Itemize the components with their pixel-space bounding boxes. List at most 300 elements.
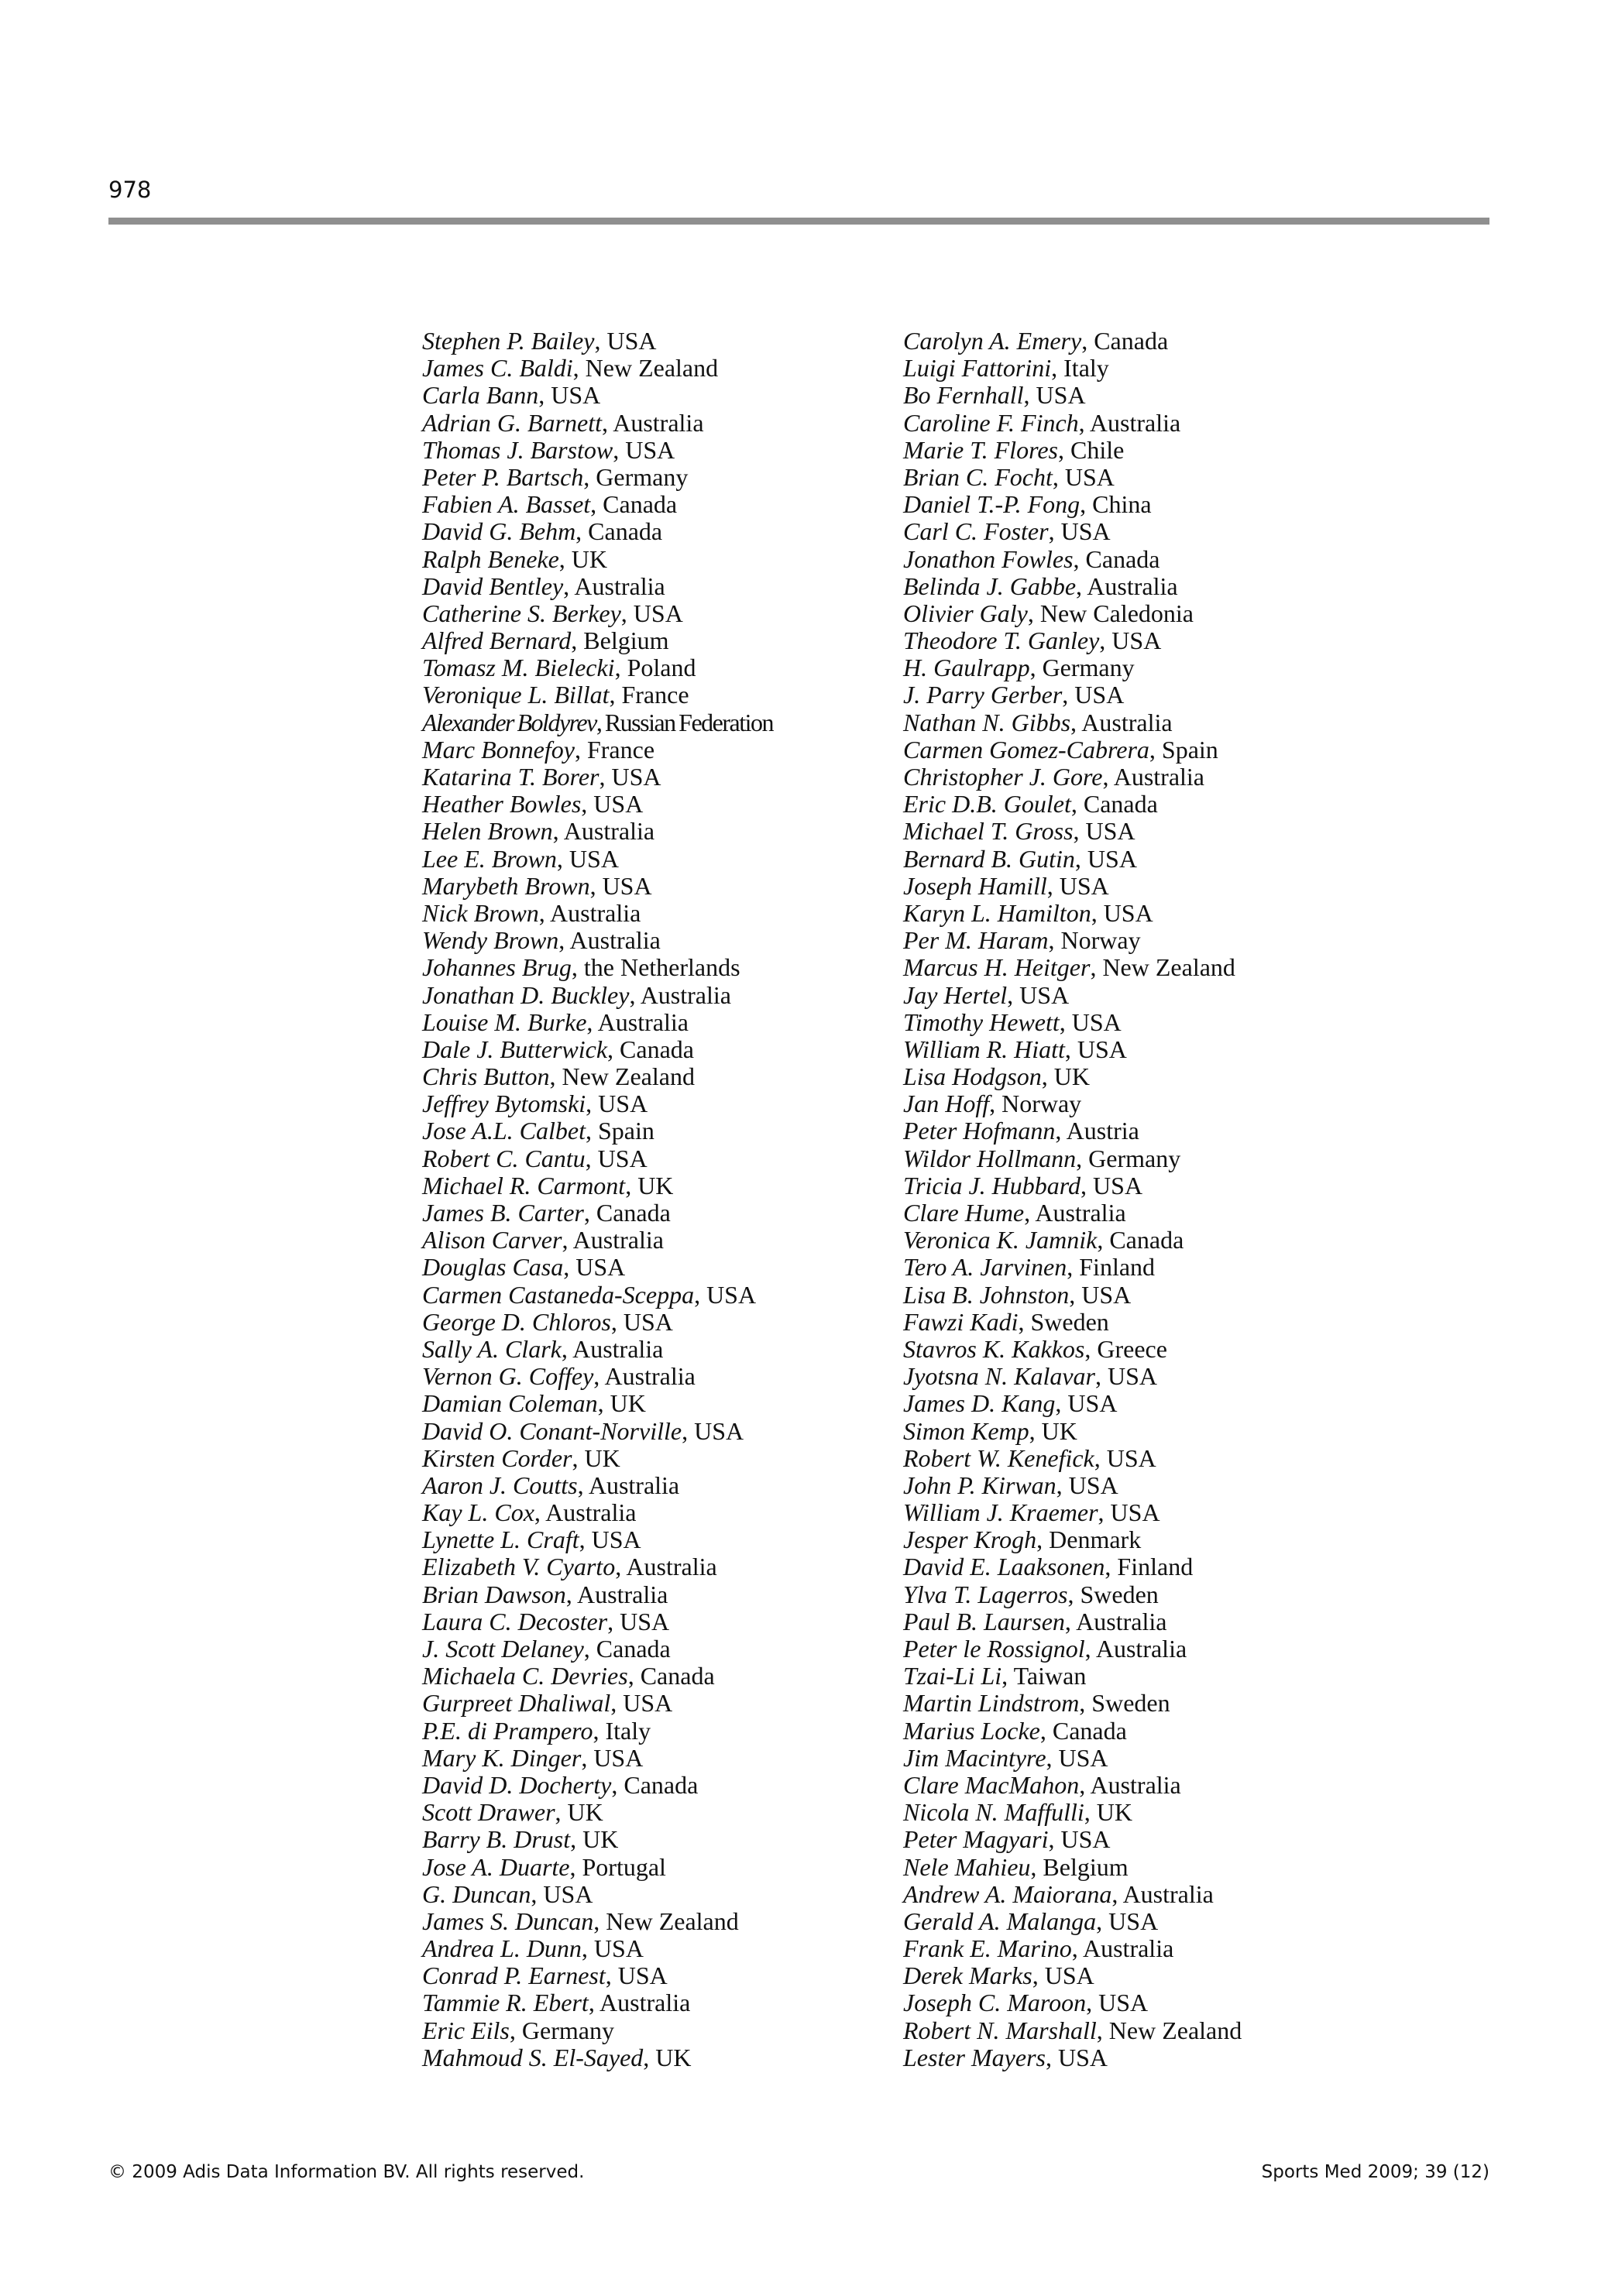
reviewer-name: David O. Conant-Norville bbox=[422, 1416, 682, 1445]
reviewer-country: USA bbox=[1060, 517, 1111, 546]
reviewer-entry: P.E. di Prampero, Italy bbox=[422, 1716, 651, 1745]
reviewer-name: James B. Carter bbox=[422, 1199, 584, 1227]
reviewer-country: USA bbox=[598, 1090, 648, 1118]
reviewer-name: Gurpreet Dhaliwal bbox=[422, 1689, 611, 1718]
reviewer-name: Thomas J. Barstow bbox=[422, 435, 613, 464]
reviewer-name: Kay L. Cox bbox=[422, 1498, 534, 1527]
reviewer-name: G. Duncan bbox=[422, 1879, 531, 1908]
reviewer-name: Karyn L. Hamilton bbox=[903, 898, 1091, 927]
reviewer-country: Canada bbox=[603, 490, 678, 519]
reviewer-entry: Jose A. Duarte, Portugal bbox=[422, 1852, 666, 1881]
reviewer-entry: Kirsten Corder, UK bbox=[422, 1443, 620, 1472]
reviewer-entry: Robert W. Kenefick, USA bbox=[903, 1443, 1156, 1472]
reviewer-name: Brian C. Focht bbox=[903, 462, 1053, 491]
reviewer-entry: Jim Macintyre, USA bbox=[903, 1743, 1108, 1772]
reviewer-name: Jim Macintyre bbox=[903, 1743, 1046, 1772]
reviewer-country: USA bbox=[623, 1307, 673, 1336]
reviewer-entry: Karyn L. Hamilton, USA bbox=[903, 898, 1153, 927]
reviewer-entry: Lisa B. Johnston, USA bbox=[903, 1280, 1132, 1309]
reviewer-country: Australia bbox=[597, 1007, 689, 1036]
reviewer-country: Italy bbox=[605, 1716, 651, 1745]
reviewer-country: Canada bbox=[1094, 327, 1169, 355]
reviewer-country: USA bbox=[606, 327, 657, 355]
reviewer-name: Jose A. Duarte bbox=[422, 1852, 570, 1881]
reviewer-name: Marie T. Flores bbox=[903, 435, 1058, 464]
reviewer-name: Lee E. Brown bbox=[422, 844, 557, 873]
reviewer-country: UK bbox=[582, 1825, 619, 1854]
reviewer-entry: Michael R. Carmont, UK bbox=[422, 1171, 674, 1199]
reviewer-entry: Alison Carver, Australia bbox=[422, 1226, 664, 1254]
reviewer-entry: Derek Marks, USA bbox=[903, 1961, 1094, 1990]
reviewer-country: Austria bbox=[1066, 1117, 1139, 1145]
reviewer-entry: Clare MacMahon, Australia bbox=[903, 1770, 1181, 1799]
reviewer-country: Canada bbox=[624, 1770, 699, 1799]
reviewer-name: H. Gaulrapp bbox=[903, 654, 1030, 682]
reviewer-country: USA bbox=[593, 1743, 644, 1772]
reviewer-country: UK bbox=[584, 1443, 620, 1472]
reviewer-name: Nicola N. Maffulli bbox=[903, 1798, 1084, 1827]
reviewer-country: New Zealand bbox=[585, 354, 719, 383]
reviewer-country: Finland bbox=[1117, 1553, 1194, 1581]
reviewer-entry: Vernon G. Coffey, Australia bbox=[422, 1362, 696, 1391]
reviewer-entry: David G. Behm, Canada bbox=[422, 517, 663, 546]
reviewer-entry: Veronica K. Jamnik, Canada bbox=[903, 1226, 1184, 1254]
reviewer-entry: Luigi Fattorini, Italy bbox=[903, 354, 1109, 383]
reviewer-name: Caroline F. Finch bbox=[903, 408, 1079, 437]
reviewer-entry: Jose A.L. Calbet, Spain bbox=[422, 1117, 654, 1145]
reviewer-entry: Jeffrey Bytomski, USA bbox=[422, 1090, 648, 1118]
reviewer-name: Andrea L. Dunn bbox=[422, 1934, 582, 1963]
reviewer-name: Simon Kemp bbox=[903, 1416, 1029, 1445]
reviewer-country: Germany bbox=[521, 2016, 614, 2044]
reviewer-country: UK bbox=[1053, 1062, 1090, 1091]
reviewer-name: Olivier Galy bbox=[903, 599, 1028, 627]
reviewer-country: Portugal bbox=[582, 1852, 666, 1881]
reviewer-entry: Brian Dawson, Australia bbox=[422, 1580, 668, 1608]
reviewer-country: USA bbox=[1106, 1443, 1156, 1472]
reviewer-entry: David Bentley, Australia bbox=[422, 571, 665, 600]
reviewer-country: Australia bbox=[563, 817, 655, 846]
reviewer-name: Louise M. Burke bbox=[422, 1007, 587, 1036]
reviewer-country: Australia bbox=[572, 1334, 664, 1363]
reviewer-name: Wendy Brown bbox=[422, 926, 559, 955]
reviewer-country: Canada bbox=[1109, 1226, 1184, 1254]
reviewer-entry: Barry B. Drust, UK bbox=[422, 1825, 619, 1854]
reviewer-entry: Belinda J. Gabbe, Australia bbox=[903, 571, 1178, 600]
reviewer-country: Australia bbox=[1122, 1879, 1214, 1908]
reviewer-name: Mahmoud S. El-Sayed bbox=[422, 2043, 644, 2071]
reviewer-country: Greece bbox=[1097, 1334, 1167, 1363]
reviewer-country: USA bbox=[1071, 1007, 1122, 1036]
reviewer-country: Canada bbox=[640, 1662, 715, 1690]
reviewer-entry: Olivier Galy, New Caledonia bbox=[903, 599, 1194, 627]
reviewer-entry: Robert N. Marshall, New Zealand bbox=[903, 2016, 1242, 2044]
reviewer-entry: Carl C. Foster, USA bbox=[903, 517, 1111, 546]
reviewer-entry: Damian Coleman, UK bbox=[422, 1389, 646, 1418]
reviewer-country: Australia bbox=[1081, 708, 1173, 736]
reviewer-entry: Stavros K. Kakkos, Greece bbox=[903, 1334, 1167, 1363]
reviewer-name: Jay Hertel bbox=[903, 980, 1008, 1009]
reviewer-country: Taiwan bbox=[1013, 1662, 1087, 1690]
reviewer-country: Russian Federation bbox=[604, 708, 773, 736]
reviewer-country: USA bbox=[620, 1607, 670, 1635]
reviewer-name: Scott Drawer bbox=[422, 1798, 555, 1827]
reviewer-country: Canada bbox=[596, 1635, 671, 1663]
reviewer-country: USA bbox=[1087, 844, 1137, 873]
reviewer-name: Jan Hoff bbox=[903, 1090, 990, 1118]
reviewer-name: Adrian G. Barnett bbox=[422, 408, 602, 437]
reviewer-country: Belgium bbox=[583, 626, 669, 655]
reviewer-country: Australia bbox=[626, 1553, 717, 1581]
reviewer-country: USA bbox=[575, 1253, 626, 1282]
reviewer-entry: Daniel T.-P. Fong, China bbox=[903, 490, 1152, 519]
reviewer-country: USA bbox=[1074, 681, 1125, 709]
reviewer-entry: Lee E. Brown, USA bbox=[422, 844, 619, 873]
reviewer-country: USA bbox=[1067, 1389, 1118, 1418]
reviewer-entry: James B. Carter, Canada bbox=[422, 1199, 671, 1227]
reviewer-name: Theodore T. Ganley bbox=[903, 626, 1100, 655]
page-number: 978 bbox=[108, 177, 152, 203]
reviewer-entry: Per M. Haram, Norway bbox=[903, 926, 1141, 955]
reviewer-name: Lisa Hodgson bbox=[903, 1062, 1042, 1091]
reviewer-entry: Frank E. Marino, Australia bbox=[903, 1934, 1174, 1963]
reviewer-country: Australia bbox=[577, 1580, 668, 1608]
reviewer-entry: Johannes Brug, the Netherlands bbox=[422, 953, 740, 982]
reviewer-country: New Caledonia bbox=[1039, 599, 1194, 627]
reviewer-name: Carl C. Foster bbox=[903, 517, 1049, 546]
reviewer-list-left bbox=[422, 328, 773, 2071]
reviewer-entry: H. Gaulrapp, Germany bbox=[903, 654, 1135, 682]
reviewer-entry: Caroline F. Finch, Australia bbox=[903, 408, 1181, 437]
reviewer-entry: David D. Docherty, Canada bbox=[422, 1770, 699, 1799]
reviewer-name: Lynette L. Craft bbox=[422, 1526, 579, 1554]
reviewer-entry: Jyotsna N. Kalavar, USA bbox=[903, 1362, 1157, 1391]
reviewer-name: Marcus H. Heitger bbox=[903, 953, 1091, 982]
reviewer-name: David Bentley bbox=[422, 571, 564, 600]
reviewer-name: William R. Hiatt bbox=[903, 1035, 1065, 1063]
reviewer-country: Finland bbox=[1079, 1253, 1156, 1282]
header-rule bbox=[108, 218, 1489, 225]
reviewer-name: Bernard B. Gutin bbox=[903, 844, 1075, 873]
reviewer-country: Australia bbox=[1089, 408, 1181, 437]
reviewer-name: Johannes Brug bbox=[422, 953, 572, 982]
reviewer-country: USA bbox=[1019, 980, 1070, 1009]
reviewer-name: Marius Locke bbox=[903, 1716, 1040, 1745]
reviewer-name: Joseph C. Maroon bbox=[903, 1989, 1087, 2017]
reviewer-name: Stephen P. Bailey bbox=[422, 327, 595, 355]
reviewer-country: Germany bbox=[1088, 1144, 1181, 1172]
reviewer-country: USA bbox=[611, 763, 661, 791]
reviewer-name: Jesper Krogh bbox=[903, 1526, 1037, 1554]
reviewer-name: Laura C. Decoster bbox=[422, 1607, 608, 1635]
reviewer-name: Lisa B. Johnston bbox=[903, 1280, 1070, 1309]
reviewer-country: USA bbox=[1057, 2043, 1108, 2071]
reviewer-country: Spain bbox=[1161, 735, 1218, 764]
reviewer-country: Australia bbox=[640, 980, 731, 1009]
reviewer-name: Dale J. Butterwick bbox=[422, 1035, 608, 1063]
reviewer-entry: Andrew A. Maiorana, Australia bbox=[903, 1879, 1214, 1908]
reviewer-country: Canada bbox=[1085, 544, 1160, 573]
reviewer-name: Mary K. Dinger bbox=[422, 1743, 582, 1772]
reviewer-name: Tero A. Jarvinen bbox=[903, 1253, 1067, 1282]
reviewer-name: Belinda J. Gabbe bbox=[903, 571, 1077, 600]
reviewer-name: Heather Bowles bbox=[422, 790, 582, 819]
reviewer-entry: Theodore T. Ganley, USA bbox=[903, 626, 1162, 655]
reviewer-country: USA bbox=[1044, 1961, 1094, 1990]
reviewer-country: New Zealand bbox=[606, 1906, 739, 1935]
reviewer-country: New Zealand bbox=[562, 1062, 695, 1091]
reviewer-entry: Jay Hertel, USA bbox=[903, 980, 1070, 1009]
reviewer-country: Norway bbox=[1060, 926, 1141, 955]
reviewer-name: Bo Fernhall bbox=[903, 381, 1024, 410]
reviewer-country: USA bbox=[1064, 462, 1115, 491]
reviewer-entry: Christopher J. Gore, Australia bbox=[903, 763, 1204, 791]
reviewer-entry: Joseph Hamill, USA bbox=[903, 871, 1109, 900]
reviewer-entry: Simon Kemp, UK bbox=[903, 1416, 1077, 1445]
reviewer-entry: Tricia J. Hubbard, USA bbox=[903, 1171, 1143, 1199]
reviewer-country: France bbox=[586, 735, 655, 764]
reviewer-entry: Marius Locke, Canada bbox=[903, 1716, 1127, 1745]
reviewer-name: Paul B. Laursen bbox=[903, 1607, 1065, 1635]
reviewer-country: Australia bbox=[1087, 571, 1178, 600]
reviewer-entry: Michael T. Gross, USA bbox=[903, 817, 1135, 846]
reviewer-name: Nick Brown bbox=[422, 898, 539, 927]
reviewer-name: Damian Coleman bbox=[422, 1389, 598, 1418]
reviewer-country: USA bbox=[543, 1879, 593, 1908]
reviewer-country: USA bbox=[591, 1526, 641, 1554]
reviewer-name: Timothy Hewett bbox=[903, 1007, 1060, 1036]
reviewer-entry: David O. Conant-Norville, USA bbox=[422, 1416, 744, 1445]
reviewer-country: USA bbox=[1058, 1743, 1108, 1772]
reviewer-name: Veronica K. Jamnik bbox=[903, 1226, 1098, 1254]
reviewer-country: USA bbox=[1060, 1825, 1111, 1854]
reviewer-country: Australia bbox=[604, 1362, 696, 1391]
reviewer-name: J. Scott Delaney bbox=[422, 1635, 584, 1663]
reviewer-name: Robert C. Cantu bbox=[422, 1144, 586, 1172]
reviewer-country: USA bbox=[1036, 381, 1086, 410]
reviewer-name: Tricia J. Hubbard bbox=[903, 1171, 1081, 1199]
reviewer-entry: Helen Brown, Australia bbox=[422, 817, 655, 846]
reviewer-name: Michael R. Carmont bbox=[422, 1171, 626, 1199]
reviewer-entry: David E. Laaksonen, Finland bbox=[903, 1553, 1194, 1581]
reviewer-entry: Catherine S. Berkey, USA bbox=[422, 599, 683, 627]
reviewer-entry: James S. Duncan, New Zealand bbox=[422, 1906, 739, 1935]
reviewer-name: Eric Eils bbox=[422, 2016, 510, 2044]
reviewer-entry: Veronique L. Billat, France bbox=[422, 681, 689, 709]
reviewer-name: James C. Baldi bbox=[422, 354, 573, 383]
reviewer-name: Gerald A. Malanga bbox=[903, 1906, 1097, 1935]
reviewer-name: Tomasz M. Bielecki bbox=[422, 654, 615, 682]
reviewer-entry: Gerald A. Malanga, USA bbox=[903, 1906, 1159, 1935]
reviewer-country: USA bbox=[593, 1934, 644, 1963]
footer-journal-citation: Sports Med 2009; 39 (12) bbox=[1261, 2162, 1489, 2182]
reviewer-name: Jonathan D. Buckley bbox=[422, 980, 630, 1009]
reviewer-entry: Thomas J. Barstow, USA bbox=[422, 435, 675, 464]
reviewer-entry: Gurpreet Dhaliwal, USA bbox=[422, 1689, 673, 1718]
reviewer-name: P.E. di Prampero bbox=[422, 1716, 593, 1745]
reviewer-name: Stavros K. Kakkos bbox=[903, 1334, 1085, 1363]
reviewer-country: Canada bbox=[1052, 1716, 1127, 1745]
reviewer-entry: Carmen Castaneda-Sceppa, USA bbox=[422, 1280, 757, 1309]
reviewer-entry: Tero A. Jarvinen, Finland bbox=[903, 1253, 1156, 1282]
reviewer-country: Australia bbox=[550, 898, 641, 927]
reviewer-entry: Marc Bonnefoy, France bbox=[422, 735, 655, 764]
reviewer-entry: Mary K. Dinger, USA bbox=[422, 1743, 644, 1772]
reviewer-entry: Lynette L. Craft, USA bbox=[422, 1526, 641, 1554]
reviewer-entry: George D. Chloros, USA bbox=[422, 1307, 673, 1336]
reviewer-entry: Heather Bowles, USA bbox=[422, 790, 644, 819]
reviewer-entry: Kay L. Cox, Australia bbox=[422, 1498, 637, 1527]
reviewer-name: Kirsten Corder bbox=[422, 1443, 572, 1472]
reviewer-name: Tammie R. Ebert bbox=[422, 1989, 589, 2017]
reviewer-country: UK bbox=[637, 1171, 674, 1199]
reviewer-entry: Bernard B. Gutin, USA bbox=[903, 844, 1137, 873]
reviewer-name: Ralph Beneke bbox=[422, 544, 559, 573]
reviewer-entry: Conrad P. Earnest, USA bbox=[422, 1961, 668, 1990]
reviewer-name: Nele Mahieu bbox=[903, 1852, 1031, 1881]
reviewer-entry: Alexander Boldyrev, Russian Federation bbox=[422, 708, 773, 736]
reviewer-country: Australia bbox=[613, 408, 704, 437]
reviewer-entry: Eric D.B. Goulet, Canada bbox=[903, 790, 1158, 819]
reviewer-entry: Nele Mahieu, Belgium bbox=[903, 1852, 1129, 1881]
reviewer-name: Barry B. Drust bbox=[422, 1825, 571, 1854]
reviewer-name: Robert W. Kenefick bbox=[903, 1443, 1094, 1472]
reviewer-name: Fabien A. Basset bbox=[422, 490, 591, 519]
reviewer-name: George D. Chloros bbox=[422, 1307, 611, 1336]
reviewer-country: USA bbox=[1077, 1035, 1127, 1063]
reviewer-name: Chris Button bbox=[422, 1062, 550, 1091]
reviewer-country: USA bbox=[1093, 1171, 1143, 1199]
reviewer-country: Sweden bbox=[1030, 1307, 1109, 1336]
reviewer-name: Aaron J. Coutts bbox=[422, 1471, 578, 1499]
reviewer-country: USA bbox=[569, 844, 619, 873]
reviewer-name: Luigi Fattorini bbox=[903, 354, 1052, 383]
reviewer-name: Brian Dawson bbox=[422, 1580, 566, 1608]
reviewer-name: Michaela C. Devries bbox=[422, 1662, 628, 1690]
reviewer-entry: William R. Hiatt, USA bbox=[903, 1035, 1127, 1063]
reviewer-entry: Jan Hoff, Norway bbox=[903, 1090, 1082, 1118]
reviewer-name: Peter le Rossignol bbox=[903, 1635, 1085, 1663]
reviewer-name: Robert N. Marshall bbox=[903, 2016, 1097, 2044]
reviewer-country: USA bbox=[1068, 1471, 1118, 1499]
reviewer-country: Canada bbox=[588, 517, 663, 546]
reviewer-name: James D. Kang bbox=[903, 1389, 1056, 1418]
reviewer-entry: Wildor Hollmann, Germany bbox=[903, 1144, 1181, 1172]
reviewer-name: Alfred Bernard bbox=[422, 626, 572, 655]
reviewer-name: Douglas Casa bbox=[422, 1253, 564, 1282]
reviewer-country: USA bbox=[623, 1689, 673, 1718]
reviewer-country: Australia bbox=[1095, 1635, 1187, 1663]
reviewer-country: USA bbox=[1098, 1989, 1149, 2017]
reviewer-entry: Michaela C. Devries, Canada bbox=[422, 1662, 715, 1690]
reviewer-country: Australia bbox=[588, 1471, 680, 1499]
reviewer-name: Jose A.L. Calbet bbox=[422, 1117, 586, 1145]
reviewer-entry: Carmen Gomez-Cabrera, Spain bbox=[903, 735, 1218, 764]
reviewer-entry: Douglas Casa, USA bbox=[422, 1253, 626, 1282]
reviewer-name: John P. Kirwan bbox=[903, 1471, 1056, 1499]
reviewer-name: Conrad P. Earnest bbox=[422, 1961, 606, 1990]
reviewer-country: USA bbox=[551, 381, 601, 410]
reviewer-name: Helen Brown bbox=[422, 817, 553, 846]
reviewer-entry: Bo Fernhall, USA bbox=[903, 381, 1086, 410]
reviewer-name: William J. Kraemer bbox=[903, 1498, 1098, 1527]
reviewer-country: Sweden bbox=[1080, 1580, 1159, 1608]
reviewer-entry: J. Scott Delaney, Canada bbox=[422, 1635, 671, 1663]
reviewer-name: Elizabeth V. Cyarto bbox=[422, 1553, 616, 1581]
reviewer-entry: Scott Drawer, UK bbox=[422, 1798, 603, 1827]
reviewer-country: Australia bbox=[1076, 1607, 1167, 1635]
reviewer-entry: Katarina T. Borer, USA bbox=[422, 763, 661, 791]
reviewer-country: USA bbox=[1059, 871, 1109, 900]
reviewer-name: Nathan N. Gibbs bbox=[903, 708, 1071, 736]
reviewer-entry: Aaron J. Coutts, Australia bbox=[422, 1471, 680, 1499]
reviewer-country: New Zealand bbox=[1108, 2016, 1242, 2044]
reviewer-country: Australia bbox=[545, 1498, 637, 1527]
reviewer-entry: Paul B. Laursen, Australia bbox=[903, 1607, 1167, 1635]
reviewer-name: Carmen Castaneda-Sceppa bbox=[422, 1280, 695, 1309]
reviewer-country: Germany bbox=[1042, 654, 1135, 682]
reviewer-country: Sweden bbox=[1091, 1689, 1170, 1718]
reviewer-name: Joseph Hamill bbox=[903, 871, 1047, 900]
reviewer-entry: William J. Kraemer, USA bbox=[903, 1498, 1160, 1527]
reviewer-country: Australia bbox=[569, 926, 661, 955]
reviewer-name: Catherine S. Berkey bbox=[422, 599, 621, 627]
reviewer-country: USA bbox=[617, 1961, 668, 1990]
reviewer-country: Norway bbox=[1001, 1090, 1082, 1118]
reviewer-entry: Martin Lindstrom, Sweden bbox=[903, 1689, 1170, 1718]
reviewer-country: UK bbox=[655, 2043, 692, 2071]
reviewer-entry: Ylva T. Lagerros, Sweden bbox=[903, 1580, 1159, 1608]
reviewer-country: Australia bbox=[574, 571, 665, 600]
reviewer-entry: G. Duncan, USA bbox=[422, 1879, 593, 1908]
reviewer-entry: J. Parry Gerber, USA bbox=[903, 681, 1125, 709]
reviewer-country: Canada bbox=[596, 1199, 671, 1227]
reviewer-entry: Jesper Krogh, Denmark bbox=[903, 1526, 1142, 1554]
reviewer-entry: James C. Baldi, New Zealand bbox=[422, 354, 719, 383]
reviewer-list-right bbox=[903, 328, 1242, 2071]
reviewer-country: USA bbox=[1081, 1280, 1132, 1309]
reviewer-entry: Ralph Beneke, UK bbox=[422, 544, 608, 573]
reviewer-name: David G. Behm bbox=[422, 517, 576, 546]
reviewer-country: Poland bbox=[627, 654, 696, 682]
reviewer-entry: Marybeth Brown, USA bbox=[422, 871, 652, 900]
reviewer-entry: Peter Hofmann, Austria bbox=[903, 1117, 1139, 1145]
footer-copyright: © 2009 Adis Data Information BV. All rights reserved. bbox=[108, 2162, 585, 2182]
reviewer-name: Lester Mayers bbox=[903, 2043, 1046, 2071]
reviewer-country: USA bbox=[625, 435, 675, 464]
reviewer-entry: Mahmoud S. El-Sayed, UK bbox=[422, 2043, 692, 2071]
reviewer-country: France bbox=[621, 681, 689, 709]
reviewer-country: UK bbox=[571, 544, 608, 573]
reviewer-name: Peter Hofmann bbox=[903, 1117, 1056, 1145]
reviewer-entry: Louise M. Burke, Australia bbox=[422, 1007, 689, 1036]
reviewer-name: Eric D.B. Goulet bbox=[903, 790, 1071, 819]
reviewer-entry: Timothy Hewett, USA bbox=[903, 1007, 1122, 1036]
reviewer-name: Tzai-Li Li bbox=[903, 1662, 1002, 1690]
reviewer-entry: Brian C. Focht, USA bbox=[903, 462, 1115, 491]
reviewer-name: Carmen Gomez-Cabrera bbox=[903, 735, 1149, 764]
reviewer-country: USA bbox=[1108, 1906, 1159, 1935]
reviewer-country: USA bbox=[602, 871, 652, 900]
reviewer-country: Australia bbox=[600, 1989, 691, 2017]
reviewer-country: China bbox=[1092, 490, 1152, 519]
reviewer-entry: Elizabeth V. Cyarto, Australia bbox=[422, 1553, 717, 1581]
reviewer-name: Katarina T. Borer bbox=[422, 763, 600, 791]
reviewer-name: Michael T. Gross bbox=[903, 817, 1074, 846]
reviewer-country: Italy bbox=[1063, 354, 1109, 383]
reviewer-entry: Tzai-Li Li, Taiwan bbox=[903, 1662, 1087, 1690]
reviewer-country: USA bbox=[1107, 1362, 1157, 1391]
